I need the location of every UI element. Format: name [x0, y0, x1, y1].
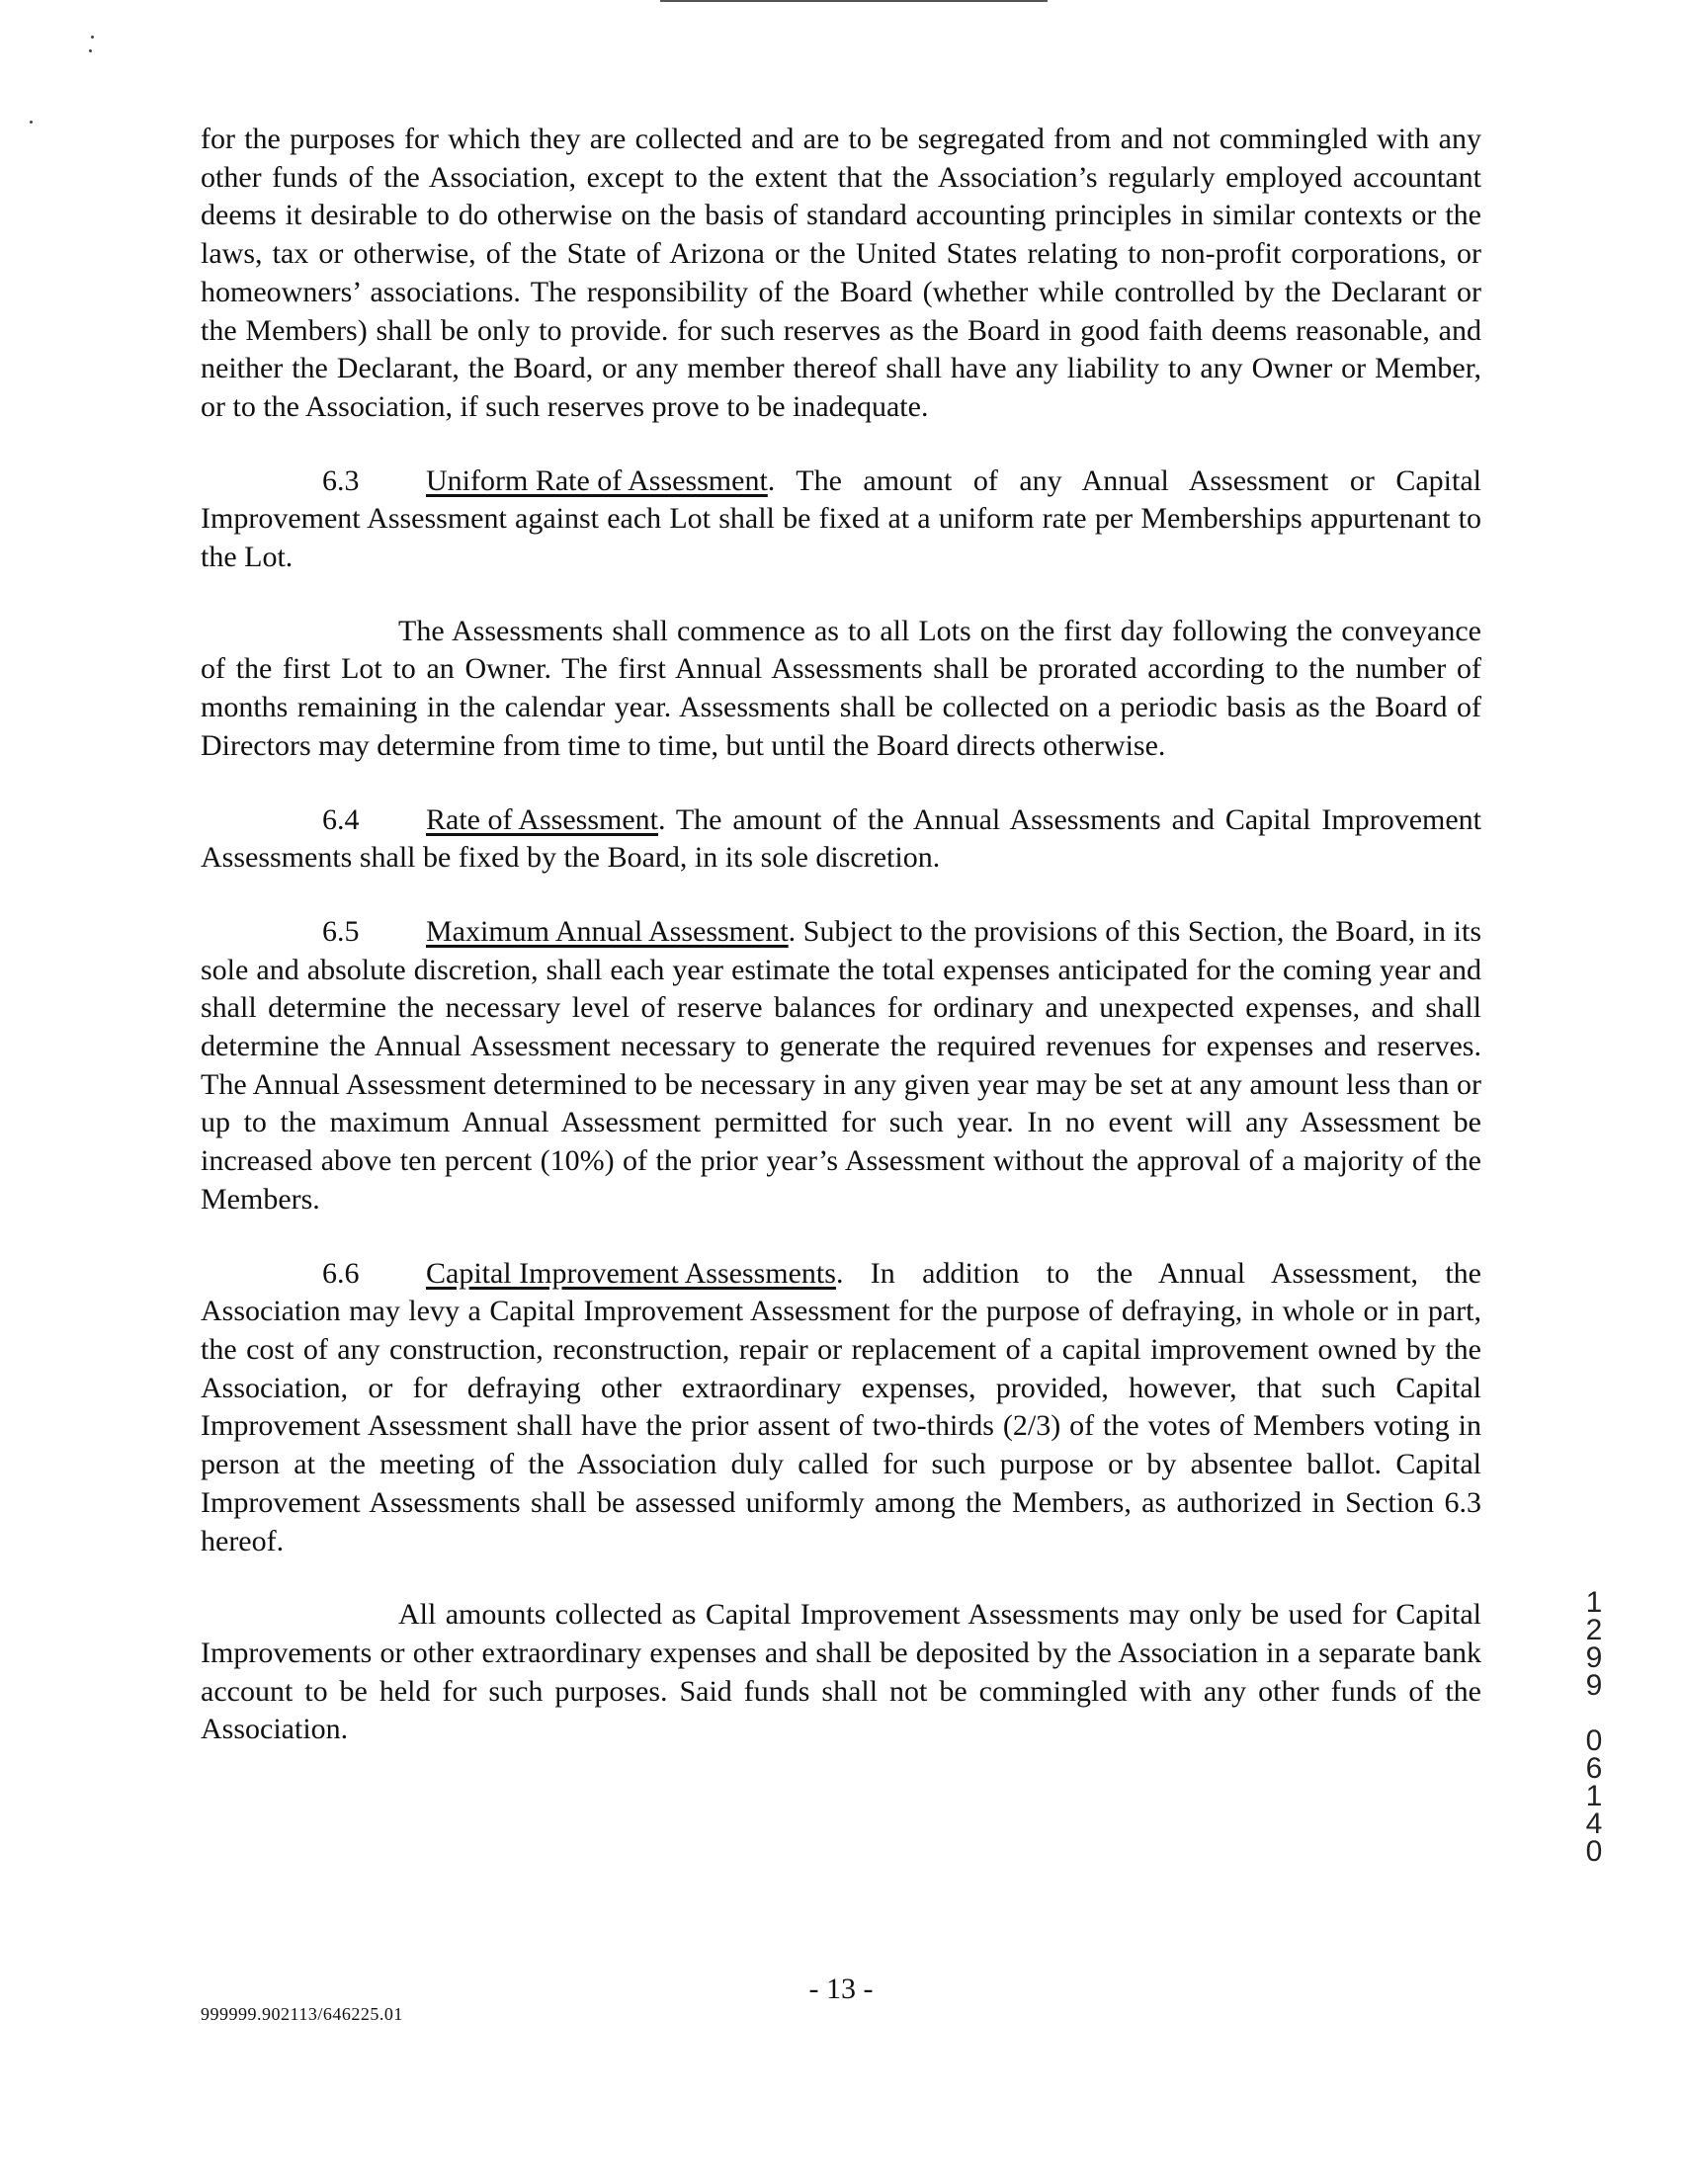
- stamp-digit: 1: [1585, 1780, 1603, 1812]
- section-text: . The amount of the Annual Assessments and Capital Improvement Assessments shall be fixed by the Board, in its sole discretion.: [201, 802, 1481, 875]
- section-text: . In addition to the Annual Assessment, the Association may levy a Capital Improvement Assessment for the purpose of defraying, in whole or in part, the cost of any construction, reconstruction, repair or replacement of a capital improvement owned by the Association, or for defraying other extraordinary expenses, provided, however, that such Capital Improvement Assessment shall have the prior assent of two-thirds (2/3) of the votes of Members voting in person at the meeting of the Association duly called for such purpose or by absentee ballot. Capital Improvement Assessments shall be assessed uniformly among the Members, as authorized in Section 6.3 hereof.: [201, 1256, 1481, 1557]
- paragraph-text: All amounts collected as Capital Improvement Assessments may only be used for Capital Improvements or other extraordinary expenses and shall be deposited by the Association in a separate bank account to be held for such purposes. Said funds shall not be commingled with any other funds of the Association.: [201, 1598, 1481, 1746]
- scan-speck: [30, 121, 33, 124]
- paragraph-capital-funds: [201, 1596, 1481, 1749]
- stamp-digit: 9: [1585, 1641, 1603, 1674]
- section-title: Uniform Rate of Assessment: [426, 463, 768, 497]
- section-title: Rate of Assessment: [426, 802, 658, 836]
- side-recording-stamp: [1579, 1586, 1609, 1868]
- section-6-5: 6.5 Maximum Annual Assessment. Subject to the provisions of this Section, the Board, in its sole and absolute discretion, shall each year estimate the total expenses anticipated for the coming year and shall determine the necessary level of reserve balances for ordinary and unexpected expenses, and shall determine the Annual Assessment necessary to generate the required revenues for expenses and reserves. The Annual Assessment determined to be necessary in any given year may be set at any amount less than or up to the maximum Annual Assessment permitted for such year. In no event will any Assessment be increased above ten percent (10%) of the prior year’s Assessment without the approval of a majority of the Members.: [201, 914, 1481, 1216]
- stamp-digit: 0: [1585, 1724, 1603, 1757]
- stamp-digit: 6: [1585, 1752, 1603, 1785]
- stamp-digit: 9: [1585, 1669, 1603, 1702]
- paragraph-reserves-continued: for the purposes for which they are collected and are to be segregated from and not commingled with any other funds of the Association, except to the extent that the Association’s regularly employed accountant deems it desirable to do otherwise on the basis of standard accounting principles in similar contexts or the laws, tax or otherwise, of the State of Arizona or the United States relating to non-profit corporations, or homeowners’ associations. The responsibility of the Board (whether while controlled by the Declarant or the Members) shall be only to provide. for such reserves as the Board in good faith deems reasonable, and neither the Declarant, the Board, or any member thereof shall have any liability to any Owner or Member, or to the Association, if such reserves prove to be inadequate.: [201, 123, 1481, 423]
- section-text: . Subject to the provisions of this Section, the Board, in its sole and absolute discretion, shall each year estimate the total expenses anticipated for the coming year and shall determine the necessary level of reserve balances for ordinary and unexpected expenses, and shall determine the Annual Assessment necessary to generate the required revenues for expenses and reserves. The Annual Assessment determined to be necessary in any given year may be set at any amount less than or up to the maximum Annual Assessment permitted for such year. In no event will any Assessment be increased above ten percent (10%) of the prior year’s Assessment without the approval of a majority of the Members.: [201, 914, 1481, 1216]
- top-edge-rule: [660, 0, 1048, 2]
- paragraph-text: The Assessments shall commence as to all Lots on the first day following the conveyance of the first Lot to an Owner. The first Annual Assessments shall be prorated according to the number of months remaining in the calendar year. Assessments shall be collected on a periodic basis as the Board of Directors may determine from time to time, but until the Board directs otherwise.: [201, 614, 1481, 762]
- section-text: . The amount of any Annual Assessment or Capital Improvement Assessment against each Lot shall be fixed at a uniform rate per Memberships appurtenant to the Lot.: [201, 463, 1481, 574]
- section-6-6: 6.6 Capital Improvement Assessments. In addition to the Annual Assessment, the Association may levy a Capital Improvement Assessment for the purpose of defraying, in whole or in part, the cost of any construction, reconstruction, repair or replacement of a capital improvement owned by the Association, or for defraying other extraordinary expenses, provided, however, that such Capital Improvement Assessment shall have the prior assent of two-thirds (2/3) of the votes of Members voting in person at the meeting of the Association duly called for such purpose or by absentee ballot. Capital Improvement Assessments shall be assessed uniformly among the Members, as authorized in Section 6.3 hereof.: [201, 1256, 1481, 1557]
- document-body: [201, 121, 1481, 1785]
- stamp-digit: 4: [1585, 1807, 1603, 1840]
- section-6-4: 6.4 Rate of Assessment. The amount of the Annual Assessments and Capital Improvement Assessments shall be fixed by the Board, in its sole discretion.: [201, 802, 1481, 875]
- stamp-digit: 1: [1585, 1586, 1603, 1619]
- stamp-digit: 0: [1585, 1835, 1603, 1868]
- paragraph-assessment-commencement: [201, 613, 1481, 766]
- document-id: 999999.902113/646225.01: [201, 2004, 403, 2024]
- scan-speck: [89, 49, 92, 52]
- section-title: Capital Improvement Assessments: [426, 1256, 836, 1290]
- stamp-digit: 2: [1585, 1614, 1603, 1646]
- section-title: Maximum Annual Assessment: [426, 914, 789, 948]
- scan-speck: [91, 36, 94, 39]
- page-number: - 13 -: [808, 1973, 874, 2005]
- section-6-3: 6.3 Uniform Rate of Assessment. The amount of any Annual Assessment or Capital Improvement Assessment against each Lot shall be fixed at a uniform rate per Memberships appurtenant to the Lot.: [201, 463, 1481, 574]
